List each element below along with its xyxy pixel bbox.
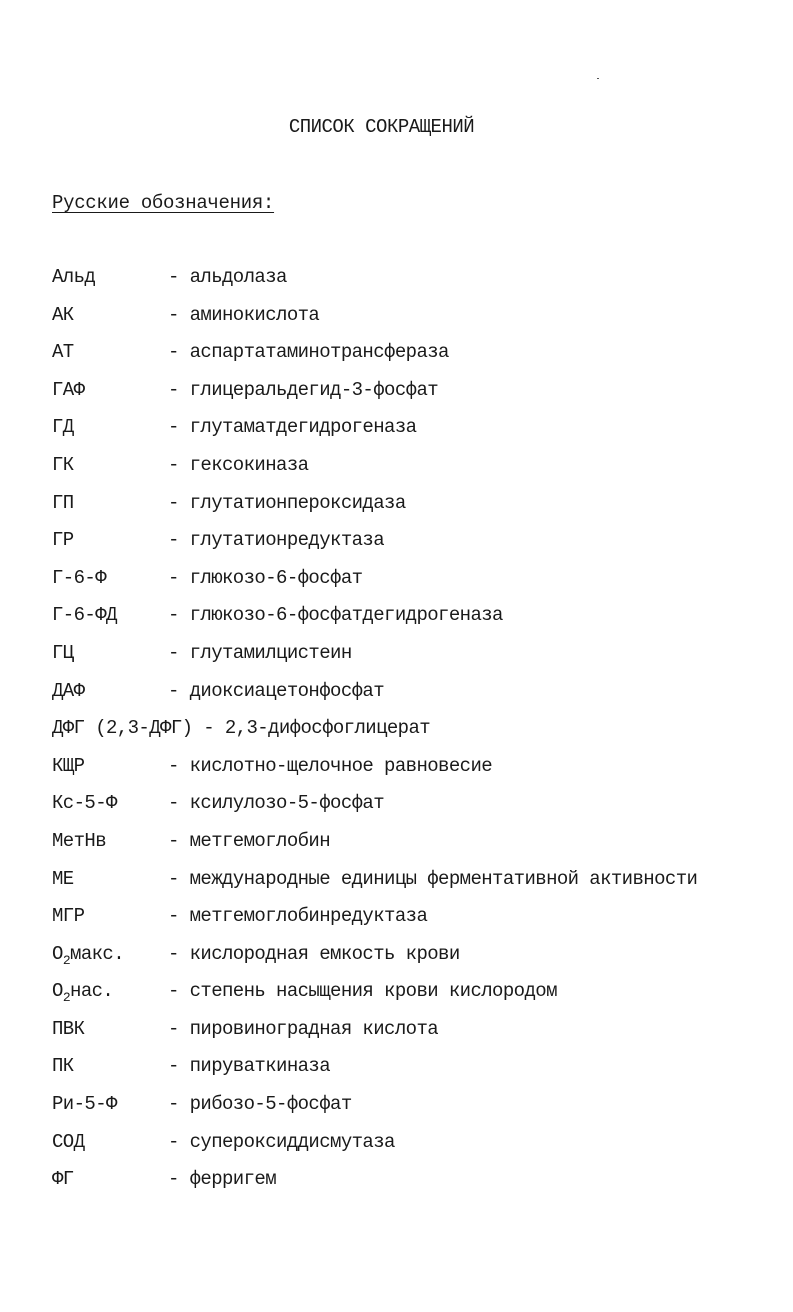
term-subscript: 2 (62, 952, 71, 968)
list-item (52, 567, 772, 605)
list-item (52, 379, 772, 417)
list-item (52, 454, 772, 492)
abbreviation-term: МГР (52, 905, 85, 928)
list-item (52, 717, 772, 755)
abbreviation-definition: - альдолаза (168, 266, 287, 288)
abbreviation-definition: - рибозо-5-фосфат (168, 1093, 352, 1116)
abbreviation-term (52, 980, 113, 1005)
abbreviation-term: МетНв (52, 829, 107, 852)
list-item (52, 604, 772, 642)
abbreviation-term: ПВК (52, 1017, 85, 1040)
list-item (52, 1168, 772, 1206)
abbreviation-term: Кс-5-Ф (52, 792, 117, 815)
abbreviation-term: ДАФ (52, 679, 85, 702)
term-suffix: макс. (70, 942, 125, 965)
abbreviation-definition: - глутаматдегидрогеназа (168, 416, 417, 439)
abbreviation-definition: - глицеральдегид-3-фосфат (168, 378, 439, 401)
abbreviation-term: Альд (52, 266, 96, 288)
abbreviation-term: Ри-5-Ф (52, 1093, 117, 1116)
page-title: СПИСОК СОКРАЩЕНИЙ (288, 116, 475, 138)
list-item (52, 680, 772, 718)
abbreviation-term: ГП (52, 491, 74, 514)
abbreviation-term: КЩР (52, 754, 85, 777)
list-item (52, 1093, 772, 1131)
abbreviation-definition: - пируваткиназа (168, 1055, 331, 1078)
list-item (52, 1131, 772, 1169)
list-item (52, 1018, 772, 1056)
scan-speck (597, 78, 599, 79)
abbreviation-definition: - аминокислота (168, 303, 320, 326)
abbreviation-list (52, 266, 772, 1206)
list-item (52, 830, 772, 868)
list-item (52, 755, 772, 793)
list-item (52, 492, 772, 530)
term-prefix: O (52, 942, 63, 965)
abbreviation-term: ГЦ (52, 641, 74, 664)
list-item (52, 529, 772, 567)
abbreviation-definition: - метгемоглобин (168, 829, 331, 852)
abbreviation-term: ДФГ (2,3-ДФГ) (52, 717, 193, 740)
abbreviation-definition: - супероксиддисмутаза (168, 1130, 395, 1153)
abbreviation-definition: - 2,3-дифосфоглицерат (203, 717, 431, 740)
abbreviation-definition: - глутатионпероксидаза (168, 491, 406, 514)
abbreviation-term: ПК (52, 1055, 74, 1078)
abbreviation-definition: - глюкозо-6-фосфатдегидрогеназа (168, 604, 503, 627)
abbreviation-definition: - глутатионредуктаза (168, 529, 385, 552)
list-item (52, 980, 772, 1018)
abbreviation-term: ГД (52, 416, 74, 439)
list-item (52, 868, 772, 906)
abbreviation-definition: - гексокиназа (168, 453, 309, 476)
abbreviation-definition: - глюкозо-6-фосфат (168, 566, 363, 589)
abbreviation-term: МЕ (52, 867, 74, 890)
abbreviation-term: ГАФ (52, 378, 85, 401)
abbreviation-term: АК (52, 303, 74, 326)
abbreviation-term (52, 943, 124, 968)
list-item (52, 304, 772, 342)
term-subscript: 2 (62, 990, 71, 1006)
list-item (52, 341, 772, 379)
abbreviation-definition: - кислородная емкость крови (168, 942, 460, 965)
abbreviation-definition: - ферригем (168, 1168, 277, 1191)
list-item (52, 905, 772, 943)
abbreviation-term: ГР (52, 529, 74, 552)
abbreviation-definition: - степень насыщения крови кислородом (168, 980, 557, 1003)
list-item (52, 266, 772, 304)
term-suffix: нас. (70, 980, 114, 1003)
abbreviation-definition: - глутамилцистеин (168, 641, 352, 664)
abbreviation-term: АТ (52, 341, 74, 364)
abbreviation-definition: - пировиноградная кислота (168, 1017, 439, 1040)
list-item (52, 1055, 772, 1093)
list-item (52, 642, 772, 680)
abbreviation-term: ГК (52, 453, 74, 476)
abbreviation-term: Г-6-Ф (52, 566, 107, 589)
abbreviation-term: ФГ (52, 1168, 74, 1191)
abbreviation-definition: - аспартатаминотрансфераза (168, 341, 449, 364)
abbreviation-term: Г-6-ФД (52, 604, 117, 627)
abbreviation-definition: - международные единицы ферментативной активности (168, 867, 698, 890)
section-heading: Русские обозначения: (52, 192, 275, 214)
abbreviation-definition: - метгемоглобинредуктаза (168, 905, 428, 928)
abbreviation-definition: - ксилулозо-5-фосфат (168, 792, 385, 815)
term-prefix: O (52, 980, 63, 1003)
abbreviation-definition: - кислотно-щелочное равновесие (168, 754, 493, 777)
list-item (52, 416, 772, 454)
abbreviation-definition: - диоксиацетонфосфат (168, 679, 385, 702)
abbreviation-term: СОД (52, 1130, 85, 1153)
list-item (52, 792, 772, 830)
list-item (52, 943, 772, 981)
